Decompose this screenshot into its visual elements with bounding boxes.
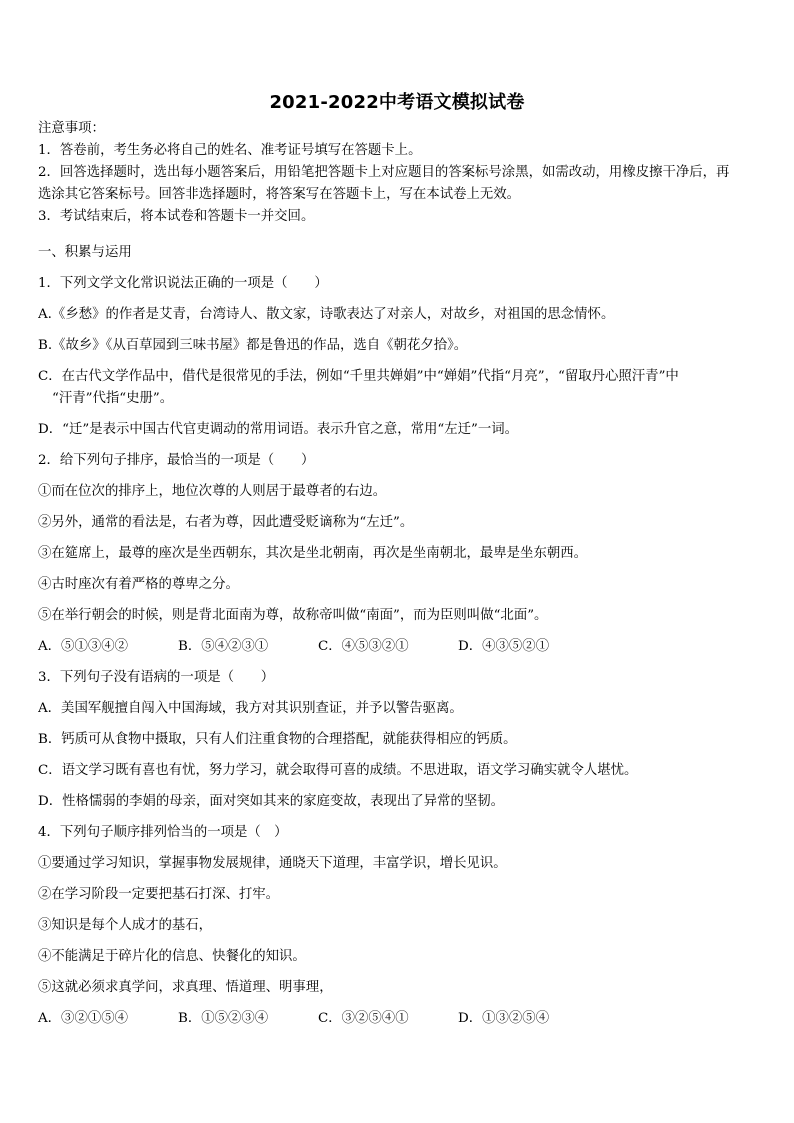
notice-line-2: 2．回答选择题时，选出每小题答案后，用铅笔把答题卡上对应题目的答案标号涂黑，如需改动，用橡皮擦干净后，再 bbox=[38, 165, 730, 180]
question-3-option-d: D．性格懦弱的李娟的母亲，面对突如其来的家庭变故，表现出了异常的坚韧。 bbox=[38, 794, 505, 809]
question-2-sentence-1: ①而在位次的排序上，地位次尊的人则居于最尊者的右边。 bbox=[38, 484, 387, 499]
question-2-option-d: D．④③⑤②① bbox=[458, 639, 550, 654]
question-1-option-a: A.《乡愁》的作者是艾青，台湾诗人、散文家，诗歌表达了对亲人，对故乡，对祖国的思念情怀。 bbox=[38, 307, 615, 322]
question-4-option-c: C．③②⑤④① bbox=[318, 1011, 409, 1026]
question-1-stem: 1．下列文学文化常识说法正确的一项是（ ） bbox=[38, 276, 328, 291]
question-2-sentence-3: ③在筵席上，最尊的座次是坐西朝东，其次是坐北朝南，再次是坐南朝北，最卑是坐东朝西。 bbox=[38, 546, 588, 561]
question-3-stem: 3．下列句子没有语病的一项是（ ） bbox=[38, 670, 275, 685]
notice-heading: 注意事项： bbox=[38, 121, 105, 136]
question-2-option-a: A．⑤①③④② bbox=[38, 639, 129, 654]
notice-line-4: 3．考试结束后，将本试卷和答题卡一并交回。 bbox=[38, 209, 315, 224]
question-4-sentence-3: ③知识是每个人成才的基石， bbox=[38, 918, 213, 933]
question-4-option-a: A．③②①⑤④ bbox=[38, 1011, 129, 1026]
question-4-option-b: B．①⑤②③④ bbox=[178, 1011, 269, 1026]
question-1-option-d: D．“迁”是表示中国古代官吏调动的常用词语。表示升官之意，常用“左迁”一词。 bbox=[38, 422, 519, 437]
question-4-sentence-5: ⑤这就必须求真学问，求真理、悟道理、明事理， bbox=[38, 980, 333, 995]
question-4-option-d: D．①③②⑤④ bbox=[458, 1011, 550, 1026]
notice-line-1: 1．答卷前，考生务必将自己的姓名、准考证号填写在答题卡上。 bbox=[38, 143, 422, 158]
question-4-sentence-1: ①要通过学习知识，掌握事物发展规律，通晓天下道理，丰富学识，增长见识。 bbox=[38, 856, 507, 871]
section-heading: 一、积累与运用 bbox=[38, 245, 132, 260]
question-4-sentence-2: ②在学习阶段一定要把基石打深、打牢。 bbox=[38, 887, 280, 902]
question-3-option-c: C．语文学习既有喜也有忧，努力学习，就会取得可喜的成绩。不思进取，语文学习确实就令人堪忧。 bbox=[38, 763, 638, 778]
question-2-option-c: C．④⑤③②① bbox=[318, 639, 409, 654]
question-3-option-a: A．美国军舰擅自闯入中国海域，我方对其识别查证，并予以警告驱离。 bbox=[38, 701, 463, 716]
question-2-options bbox=[38, 636, 762, 667]
page-title: 2021-2022中考语文模拟试卷 bbox=[269, 92, 525, 113]
question-4-options bbox=[38, 1008, 762, 1039]
question-3-option-b: B．钙质可从食物中摄取，只有人们注重食物的合理搭配，就能获得相应的钙质。 bbox=[38, 732, 517, 747]
question-4-sentence-4: ④不能满足于碎片化的信息、快餐化的知识。 bbox=[38, 949, 306, 964]
question-2-sentence-4: ④古时座次有着严格的尊卑之分。 bbox=[38, 577, 239, 592]
question-1-option-b: B.《故乡》《从百草园到三味书屋》都是鲁迅的作品，选自《朝花夕拾》。 bbox=[38, 338, 468, 353]
notice-block bbox=[38, 118, 762, 228]
question-2-option-b: B．⑤④②③① bbox=[178, 639, 269, 654]
question-2-sentence-5: ⑤在举行朝会的时候，则是背北面南为尊，故称帝叫做“南面”，而为臣则叫做“北面”。 bbox=[38, 608, 548, 623]
question-2-stem: 2．给下列句子排序，最恰当的一项是（ ） bbox=[38, 453, 315, 468]
questions bbox=[38, 242, 762, 1039]
question-1-option-c-line-2: “汗青”代指“史册”。 bbox=[52, 391, 174, 406]
question-4-stem: 4．下列句子顺序排列恰当的一项是（ ） bbox=[38, 825, 288, 840]
question-2-sentence-2: ②另外，通常的看法是，右者为尊，因此遭受贬谪称为“左迁”。 bbox=[38, 515, 414, 530]
question-1-option-c-line-1: C．在古代文学作品中，借代是很常见的手法，例如“千里共婵娟”中“婵娟”代指“月亮”，“留取丹心照汗青”中 bbox=[38, 369, 679, 384]
notice-line-3: 选涂其它答案标号。回答非选择题时，将答案写在答题卡上，写在本试卷上无效。 bbox=[38, 187, 521, 202]
